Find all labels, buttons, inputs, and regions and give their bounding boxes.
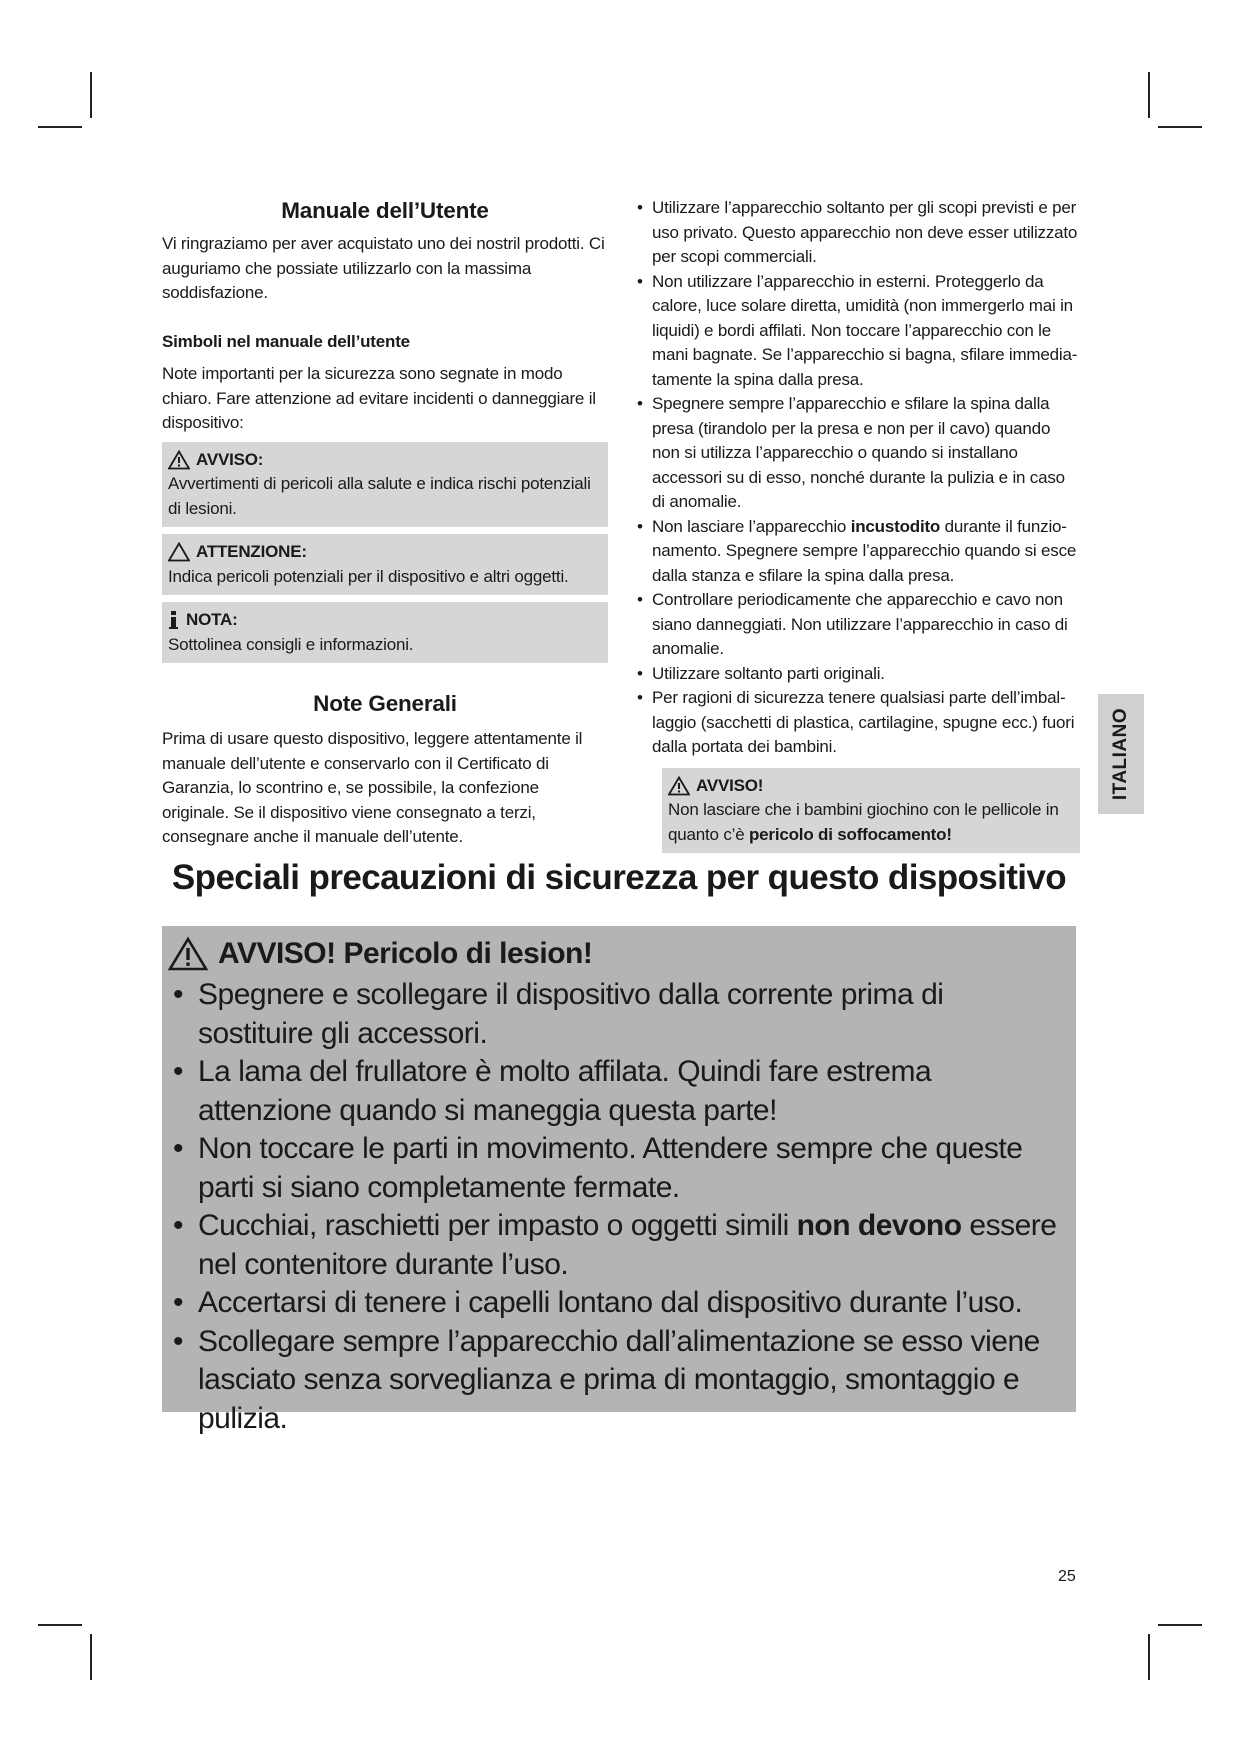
list-item: • Cucchiai, raschietti per impasto o oggetti simili non devono essere nel contenitore durante l’uso. bbox=[168, 1207, 1062, 1284]
list-item: • Controllare periodicamente che apparecchio e cavo non siano danneggiati. Non utilizzare l’apparecchio in caso di anomalie. bbox=[634, 588, 1080, 662]
crop-mark bbox=[38, 1624, 82, 1626]
list-item: • La lama del frullatore è molto affilata. Quindi fare estrema attenzione quando si maneggia questa parte! bbox=[168, 1053, 1062, 1130]
box-title: ATTENZIONE: bbox=[196, 542, 307, 561]
crop-mark bbox=[90, 72, 92, 118]
box-title: AVVISO: bbox=[196, 449, 264, 469]
caution-box bbox=[162, 534, 608, 595]
safety-list bbox=[634, 196, 1080, 760]
general-notes-title: Note Generali bbox=[313, 691, 457, 716]
crop-mark bbox=[1158, 126, 1202, 128]
special-warning-box bbox=[162, 926, 1076, 1435]
info-icon bbox=[168, 610, 180, 630]
warning-triangle-icon bbox=[168, 936, 208, 972]
special-precautions-title: Speciali precauzioni di sicurezza per questo dispositivo bbox=[171, 858, 1067, 897]
list-item: • Scollegare sempre l’apparecchio dall’alimentazione se esso viene lasciato senza sorveglianza e prima di montaggio, smontaggio e pulizia. bbox=[168, 1323, 1062, 1439]
warning-box bbox=[162, 442, 608, 528]
language-tab bbox=[1098, 694, 1144, 814]
box-text: Non lasciare che i bambini giochino con le pellicole in quanto c’è pericolo di soffocamento! bbox=[668, 800, 1059, 844]
symbols-text: Note importanti per la sicurezza sono segnate in modo chiaro. Fare attenzione ad evitare incidenti o danneggiare il dispositivo: bbox=[162, 364, 596, 432]
list-item: • Spegnere sempre l’apparecchio e sfilare la spina dalla presa (tirandolo per la presa e non per il cavo) quando non si utilizza l’apparecchio o quando si installano accessori su di esso, nonché durante la pulizia e in caso di anomalie. bbox=[634, 392, 1080, 515]
list-item: • Utilizzare l’apparecchio soltanto per gli scopi previsti e per uso privato. Questo apparecchio non deve esser utilizzato per scopi commerciali. bbox=[634, 196, 1080, 270]
page-number: 25 bbox=[1058, 1568, 1076, 1585]
special-list bbox=[168, 976, 1062, 1438]
general-notes-text: Prima di usare questo dispositivo, leggere attentamente il manuale dell’utente e conservarlo con il Certificato di Garanzia, lo scontrino e, se possibile, la confezione originale. Se il dispositivo viene consegnato a terzi, consegnare anche il manuale dell’utente. bbox=[162, 729, 583, 846]
box-title: NOTA: bbox=[186, 610, 238, 629]
list-item: • Non toccare le parti in movimento. Attendere sempre che queste parti si siano completamente fermate. bbox=[168, 1130, 1062, 1207]
children-warning-box bbox=[662, 768, 1080, 854]
crop-mark bbox=[90, 1634, 92, 1680]
list-item: • Utilizzare soltanto parti originali. bbox=[634, 662, 1080, 687]
box-text: Sottolinea consigli e informazioni. bbox=[168, 634, 414, 654]
warning-triangle-icon bbox=[168, 450, 190, 470]
right-column bbox=[634, 196, 1080, 860]
caution-triangle-icon bbox=[168, 542, 190, 562]
box-title: AVVISO! bbox=[696, 775, 764, 795]
left-column bbox=[162, 196, 608, 850]
list-item: • Accertarsi di tenere i capelli lontano dal dispositivo durante l’uso. bbox=[168, 1284, 1062, 1323]
list-item: • Per ragioni di sicurezza tenere qualsiasi parte dell’imballaggio (sacchetti di plastica, cartilagine, spugne ecc.) fuori dalla portata dei bambini. bbox=[634, 686, 1080, 760]
crop-mark bbox=[1148, 1634, 1150, 1680]
symbols-heading: Simboli nel manuale dell’utente bbox=[162, 331, 410, 351]
list-item: • Non lasciare l’apparecchio incustodito durante il funzionamento. Spegnere sempre l’apparecchio quando si esce dalla stanza e sfilare la spina dalla presa. bbox=[634, 515, 1080, 589]
intro-text: Vi ringraziamo per aver acquistato uno dei nostril prodotti. Ci auguriamo che possiate utilizzarlo con la massima soddisfazione. bbox=[162, 234, 605, 302]
box-text: Indica pericoli potenziali per il dispositivo e altri oggetti. bbox=[168, 566, 569, 586]
crop-mark bbox=[38, 126, 82, 128]
crop-mark bbox=[1158, 1624, 1202, 1626]
note-box bbox=[162, 602, 608, 663]
warning-triangle-icon bbox=[668, 776, 690, 796]
crop-mark bbox=[1148, 72, 1150, 118]
list-item: • Non utilizzare l’apparecchio in esterni. Proteggerlo da calore, luce solare diretta, umidità (non immergerlo mai in liquidi) e bordi affilati. Non toccare l’apparecchio con le mani bagnate. Se l’apparecchio si bagna, sfilare immediatamente la spina dalla presa. bbox=[634, 270, 1080, 393]
special-box-title: AVVISO! Pericolo di lesion! bbox=[218, 937, 593, 970]
language-label: ITALIANO bbox=[1110, 707, 1131, 801]
list-item: • Spegnere e scollegare il dispositivo dalla corrente prima di sostituire gli accessori. bbox=[168, 976, 1062, 1053]
manual-title: Manuale dell’Utente bbox=[281, 198, 489, 223]
box-text: Avvertimenti di pericoli alla salute e indica rischi potenziali di lesioni. bbox=[168, 474, 591, 518]
